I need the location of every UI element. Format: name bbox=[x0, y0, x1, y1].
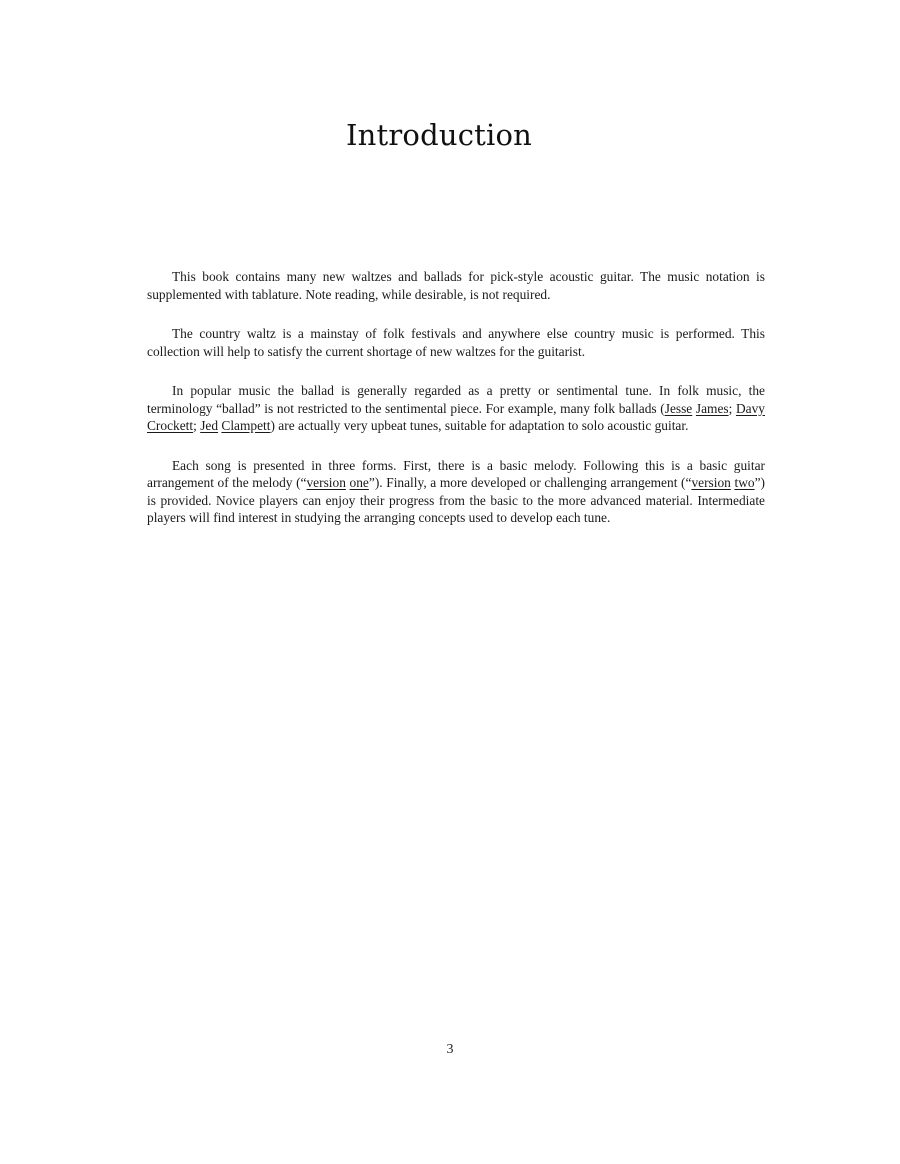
underlined-title: Clampett bbox=[221, 418, 271, 433]
underlined-title: Crockett bbox=[147, 418, 194, 433]
underlined-title: Davy bbox=[735, 400, 765, 416]
paragraph-text: Each song is presented in three forms. First, there is a basic melody. Following this is a basic guitar arrangement of the melody (“ bbox=[147, 457, 765, 490]
underlined-title: James bbox=[695, 400, 729, 416]
underlined-title: two bbox=[734, 475, 755, 490]
paragraph-1 bbox=[147, 268, 765, 303]
underlined-title: version bbox=[306, 475, 346, 490]
underlined-title: one bbox=[349, 475, 369, 490]
underlined-title: Jesse bbox=[664, 400, 693, 416]
paragraph-2 bbox=[147, 325, 765, 360]
paragraph-text: ) are actually very upbeat tunes, suitable for adaptation to solo acoustic guitar. bbox=[270, 418, 689, 433]
paragraph-text: In popular music the ballad is generally regarded as a pretty or sentimental tune. In folk music, the terminology “ballad” is not restricted to the sentimental piece. For example, many folk ballads ( bbox=[147, 383, 765, 416]
paragraph-3 bbox=[147, 382, 765, 435]
paragraph-text: ”) is provided. Novice players can enjoy their progress from the basic to the more advanced material. Intermediate players will find interest in studying the arranging concepts used to develop each tune. bbox=[147, 475, 765, 525]
paragraph-text: The country waltz is a mainstay of folk festivals and anywhere else country music is performed. This collection will help to satisfy the current shortage of new waltzes for the guitarist. bbox=[147, 326, 765, 359]
paragraph-text: ”). Finally, a more developed or challenging arrangement (“ bbox=[368, 475, 692, 490]
page-number: 3 bbox=[446, 1042, 454, 1057]
paragraph-text: This book contains many new waltzes and ballads for pick-style acoustic guitar. The music notation is supplemented with tablature. Note reading, while desirable, is not required. bbox=[147, 269, 765, 302]
underlined-title: version bbox=[691, 475, 731, 490]
underlined-title: Jed bbox=[200, 418, 219, 433]
paragraph-4 bbox=[147, 457, 765, 527]
introduction-body bbox=[147, 268, 765, 549]
page-title: Introduction bbox=[345, 118, 533, 152]
paragraph-text: ; bbox=[728, 400, 736, 416]
paragraph-text: ; bbox=[193, 418, 201, 433]
